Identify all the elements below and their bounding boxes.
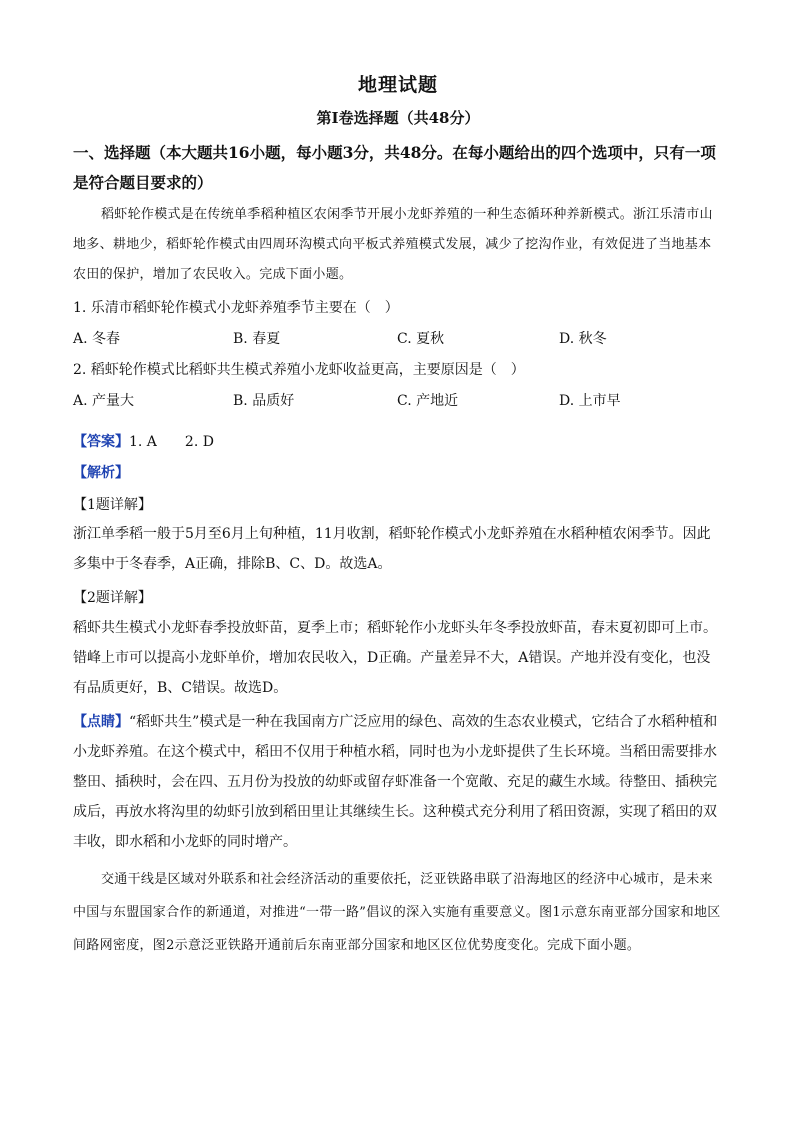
question-2: 2. 稻虾轮作模式比稻虾共生模式养殖小龙虾收益更高，主要原因是（ ） — [73, 362, 525, 378]
q1-option-a: A. 冬春 — [73, 331, 121, 347]
answer-value: 1. A 2. D — [129, 434, 214, 450]
tip-paragraph — [73, 707, 723, 857]
section-heading: 一、选择题（本大题共16小题，每小题3分，共48分。在每小题给出的四个选项中，只有一项是符合题目要求的） — [73, 143, 716, 192]
page-title: 地理试题 — [357, 74, 438, 96]
question-stem-2: 交通干线是区域对外联系和社会经济活动的重要依托，泛亚铁路串联了沿海地区的经济中心城市，是未来中国与东盟国家合作的新通道，对推进“一带一路”倡议的深入实施有重要意义。图1示意东南亚部分国家和地区间路网密度，图2示意泛亚铁路开通前后东南亚部分国家和地区区位优势度变化。完成下面小题。 — [73, 872, 721, 953]
analysis-label: 【解析】 — [73, 465, 129, 481]
detail-1-label: 【1题详解】 — [73, 497, 152, 513]
detail-1-text: 浙江单季稻一般于5月至6月上旬种植，11月收割，稻虾轮作模式小龙虾养殖在水稻种植农闲季节。因此多集中于冬春季，A正确，排除B、C、D。故选A。 — [73, 526, 711, 572]
q2-option-c: C. 产地近 — [397, 393, 459, 409]
detail-2-text: 稻虾共生模式小龙虾春季投放虾苗，夏季上市；稻虾轮作小龙虾头年冬季投放虾苗，春末夏初即可上市。错峰上市可以提高小龙虾单价，增加农民收入，D正确。产量差异不大，A错误。产地并没有变化，也没有品质更好，B、C错误。故选D。 — [73, 620, 717, 696]
answer-line — [73, 431, 723, 451]
tip-text: “稻虾共生”模式是一种在我国南方广泛应用的绿色、高效的生态农业模式，它结合了水稻种植和小龙虾养殖。在这个模式中，稻田不仅用于种植水稻，同时也为小龙虾提供了生长环境。当稻田需要排水整田、插秧时，会在四、五月份为投放的幼虾或留存虾准备一个宽敞、充足的藏生水域。待整田、插秧完成后，再放水将沟里的幼虾引放到稻田里让其继续生长。这种模式充分利用了稻田资源，实现了稻田的双丰收，即水稻和小龙虾的同时增产。 — [73, 714, 718, 850]
q2-option-b: B. 品质好 — [233, 393, 295, 409]
page-subtitle: 第Ⅰ卷选择题（共48分） — [316, 109, 480, 127]
q1-option-b: B. 春夏 — [233, 331, 281, 347]
q2-option-d: D. 上市早 — [559, 393, 621, 409]
q2-option-a: A. 产量大 — [73, 393, 135, 409]
q1-option-c: C. 夏秋 — [397, 331, 445, 347]
question-1: 1. 乐清市稻虾轮作模式小龙虾养殖季节主要在（ ） — [73, 300, 399, 316]
question-stem-1: 稻虾轮作模式是在传统单季稻种植区农闲季节开展小龙虾养殖的一种生态循环种养新模式。浙江乐清市山地多、耕地少，稻虾轮作模式由四周环沟模式向平板式养殖模式发展，减少了挖沟作业，有效促进了当地基本农田的保护，增加了农民收入。完成下面小题。 — [73, 207, 713, 282]
q1-option-d: D. 秋冬 — [559, 331, 607, 347]
answer-label: 【答案】 — [73, 434, 129, 450]
tip-label: 【点睛】 — [73, 714, 129, 730]
detail-2-label: 【2题详解】 — [73, 590, 152, 606]
